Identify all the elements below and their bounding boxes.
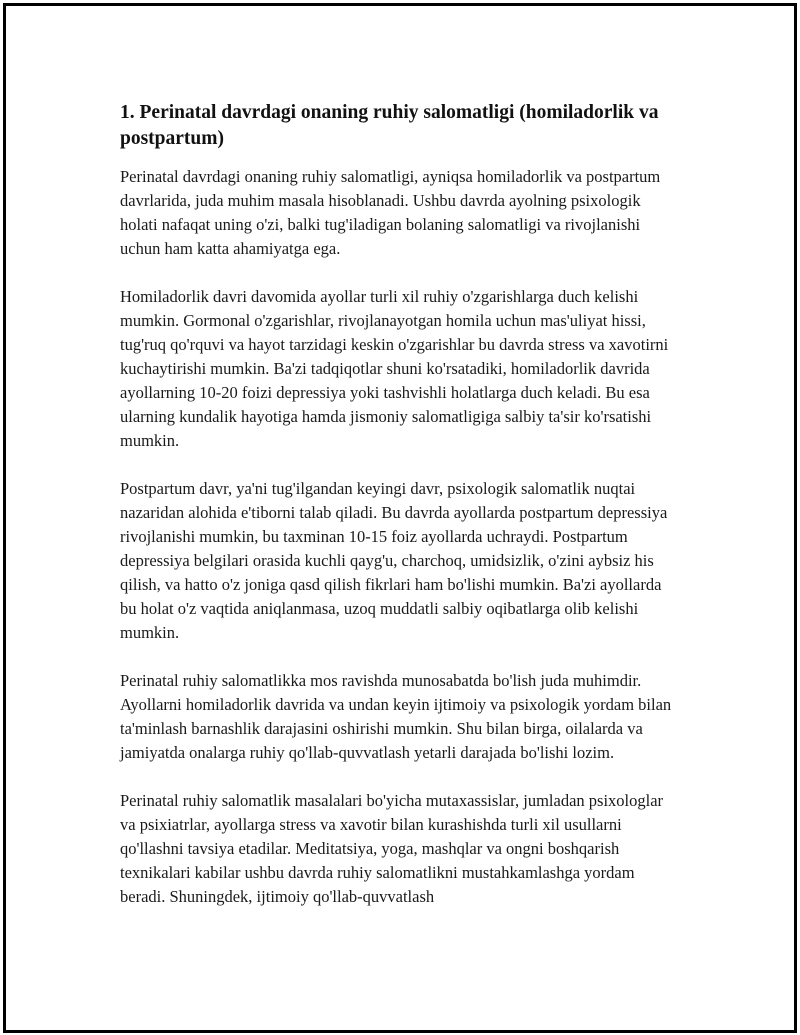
- paragraph-pregnancy: Homiladorlik davri davomida ayollar turli xil ruhiy o'zgarishlarga duch kelishi mumkin. Gormonal o'zgarishlar, rivojlanayotgan homila uchun mas'uliyat hissi, tug'ruq qo'rquvi va hayot tarzidagi keskin o'zgarishlar bu davrda stress va xavotirni kuchaytirishi mumkin. Ba'zi tadqiqotlar shuni ko'rsatadiki, homiladorlik davrida ayollarning 10-20 foizi depressiya yoki tashvishli holatlarga duch keladi. Bu esa ularning kundalik hayotiga hamda jismoniy salomatligiga salbiy ta'sir ko'rsatishi mumkin.: [120, 287, 669, 450]
- document-body: [120, 100, 680, 933]
- paragraph-specialists: Perinatal ruhiy salomatlik masalalari bo'yicha mutaxassislar, jumladan psixologlar va psixiatrlar, ayollarga stress va xavotir bilan kurashishda turli xil usullarni qo'llashni tavsiya etadilar. Meditatsiya, yoga, mashqlar va ongni boshqarish texnikalari kabilar ushbu davrda ruhiy salomatlikni mustahkamlashga yordam beradi. Shuningdek, ijtimoiy qo'llab-quvvatlash: [120, 791, 664, 906]
- document-page: [3, 3, 797, 1033]
- paragraph-postpartum: Postpartum davr, ya'ni tug'ilgandan keyingi davr, psixologik salomatlik nuqtai nazaridan alohida e'tiborni talab qiladi. Bu davrda ayollarda postpartum depressiya rivojlanishi mumkin, bu taxminan 10-15 foiz ayollarda uchraydi. Postpartum depressiya belgilari orasida kuchli qayg'u, charchoq, umidsizlik, o'zini aybsiz his qilish, va hatto o'z joniga qasd qilish fikrlari ham bo'lishi mumkin. Ba'zi ayollarda bu holat o'z vaqtida aniqlanmasa, uzoq muddatli salbiy oqibatlarga olib kelishi mumkin.: [120, 479, 668, 642]
- paragraph-intro: Perinatal davrdagi onaning ruhiy salomatligi, ayniqsa homiladorlik va postpartum davrlarida, juda muhim masala hisoblanadi. Ushbu davrda ayolning psixologik holati nafaqat uning o'zi, balki tug'iladigan bolaning salomatligi va rivojlanishi uchun ham katta ahamiyatga ega.: [120, 167, 661, 258]
- paragraph-support: Perinatal ruhiy salomatlikka mos ravishda munosabatda bo'lish juda muhimdir. Ayollarni homiladorlik davrida va undan keyin ijtimoiy va psixologik yordam bilan ta'minlash barnashlik darajasini oshirishi mumkin. Shu bilan birga, oilalarda va jamiyatda onalarga ruhiy qo'llab-quvvatlash yetarli darajada bo'lishi lozim.: [120, 671, 672, 762]
- section-heading: 1. Perinatal davrdagi onaning ruhiy salomatligi (homiladorlik va postpartum): [120, 102, 659, 149]
